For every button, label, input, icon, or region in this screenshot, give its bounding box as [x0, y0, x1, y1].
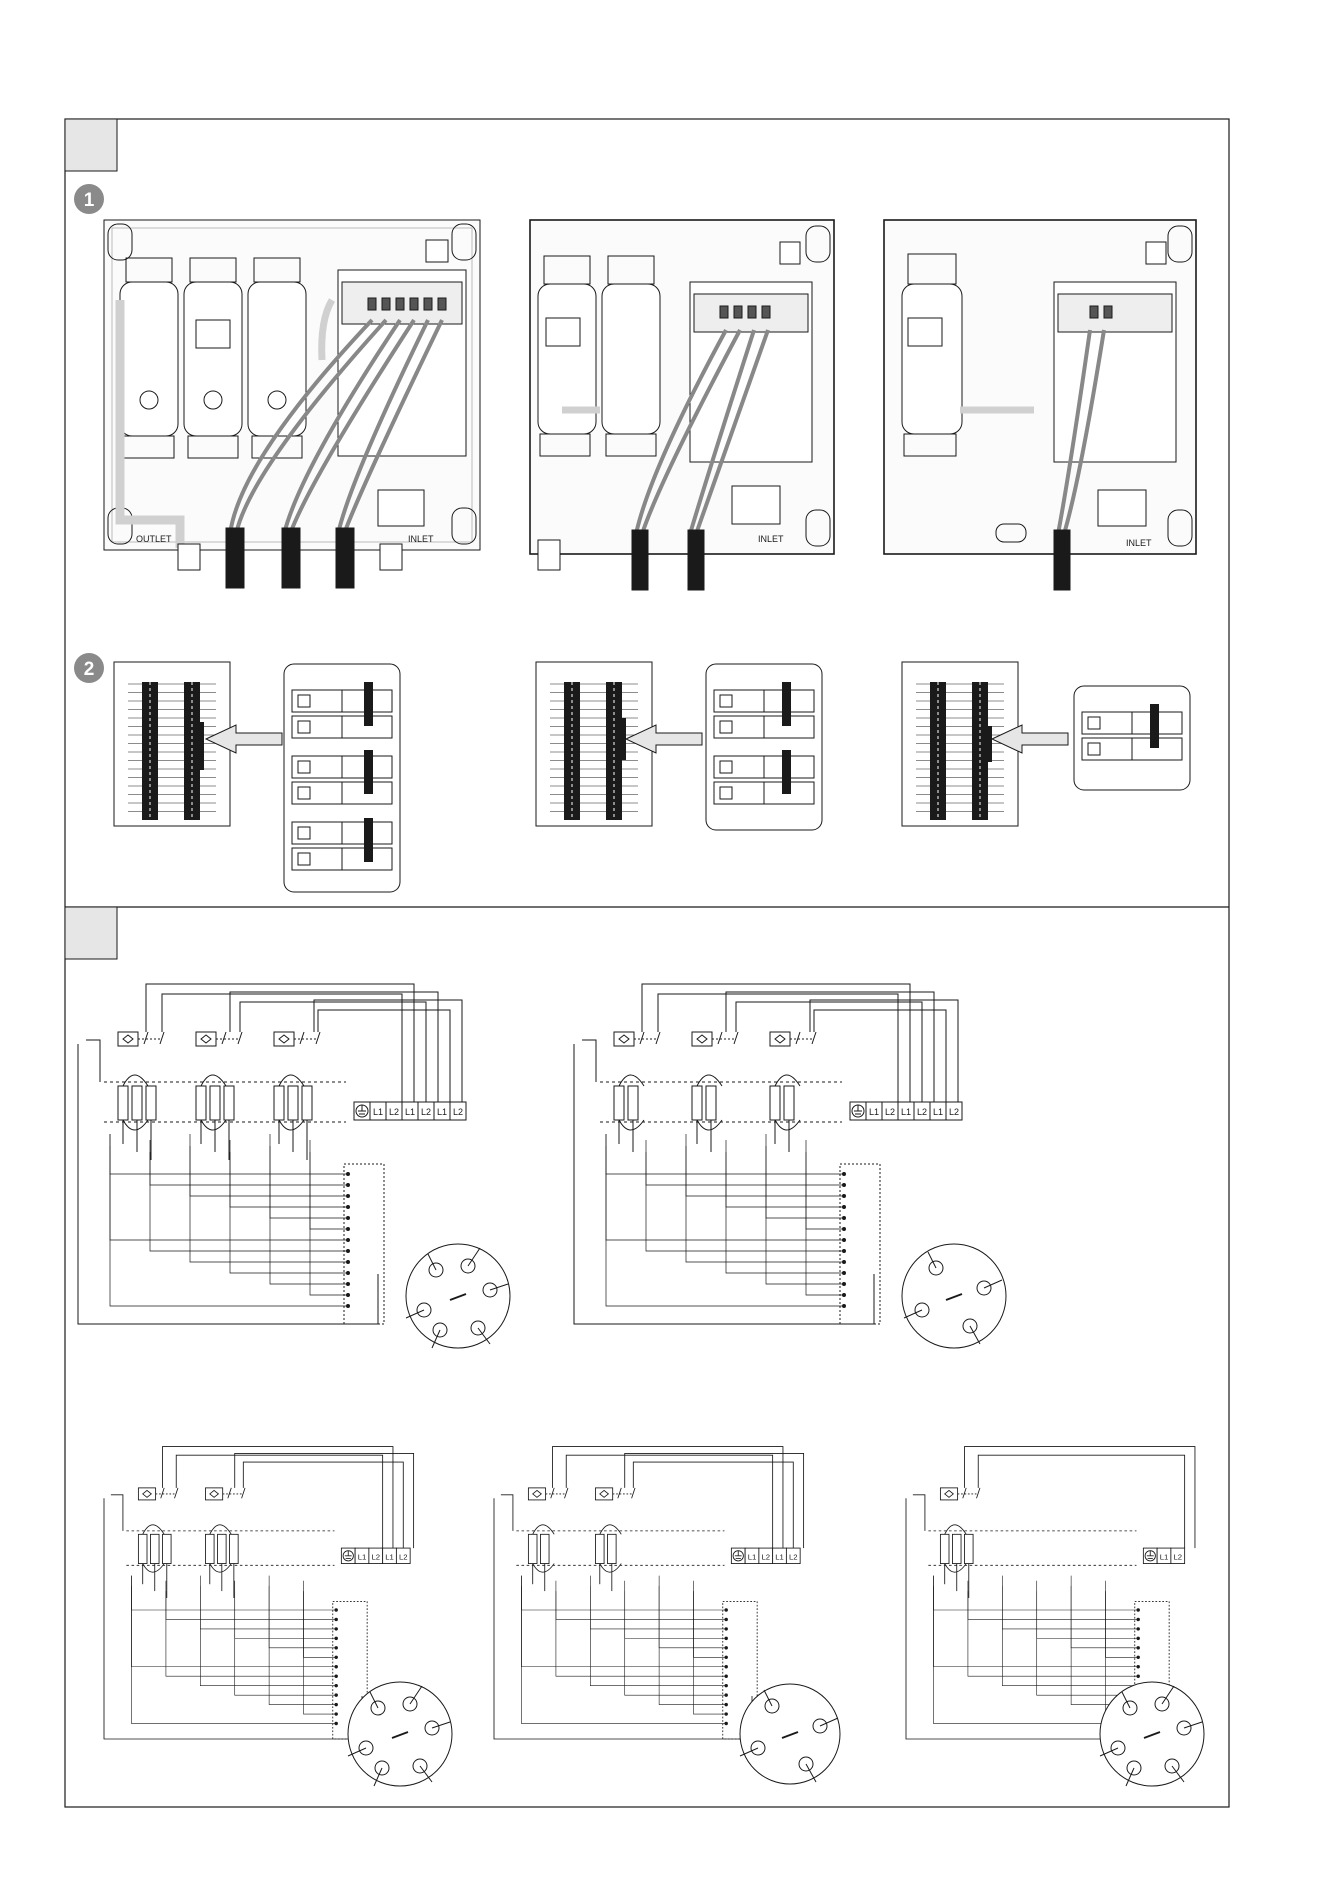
wire: [269, 1576, 336, 1648]
switch-contact: [734, 1032, 738, 1044]
plug-connector-6-pin: [406, 1244, 510, 1348]
wire: [150, 1152, 348, 1251]
plug-connector-4-pin: [740, 1684, 840, 1784]
wire: [86, 1040, 100, 1082]
wire: [270, 1146, 348, 1284]
heating-chamber: [902, 254, 962, 456]
terminal-label: L1: [900, 1107, 912, 1117]
thermostat-box: [692, 1032, 712, 1046]
terminal-label: L2: [371, 1552, 381, 1562]
switch-contact: [242, 1488, 245, 1498]
jumper-wire: [697, 1075, 722, 1086]
heating-chamber: [184, 258, 242, 458]
terminal-label: L1: [1159, 1552, 1169, 1562]
breaker-switch: [1088, 717, 1100, 729]
terminal-label: L2: [788, 1552, 798, 1562]
jumper-wire: [210, 1525, 232, 1534]
wire: [646, 1152, 844, 1251]
wire: [243, 1462, 403, 1548]
wire: [1002, 1576, 1138, 1686]
wiring-schematic: [78, 984, 466, 1324]
step-number-2: 2: [83, 659, 95, 680]
thermostat-icon: [770, 1032, 790, 1046]
terminal-block: [731, 1548, 800, 1563]
wire: [110, 1146, 348, 1240]
wire: [304, 1591, 337, 1714]
wire: [230, 992, 438, 1102]
wire: [1071, 1586, 1138, 1705]
wire: [934, 1586, 1139, 1667]
terminal-label: L2: [398, 1552, 408, 1562]
heating-element: [528, 1534, 537, 1563]
wire: [625, 1453, 804, 1548]
breaker-panel-box: [902, 662, 1018, 826]
circuit-breaker-icon: [714, 756, 814, 778]
wiring-schematic: [494, 1447, 804, 1739]
circuit-breaker-icon: [1082, 712, 1182, 734]
wire: [625, 1581, 726, 1695]
wire: [310, 1152, 348, 1295]
wire: [968, 1581, 1138, 1620]
wire: [556, 1581, 726, 1620]
step-badge-1: [74, 184, 104, 214]
inlet-label: INLET: [1126, 538, 1152, 548]
heating-element: [940, 1534, 949, 1563]
circuit-breaker-icon: [292, 848, 392, 870]
circuit-breaker-icon: [292, 690, 392, 712]
plug-connector-6-pin: [348, 1682, 452, 1786]
heating-element: [146, 1086, 156, 1120]
heating-element: [162, 1534, 171, 1563]
wire: [968, 1591, 1138, 1676]
heating-element: [628, 1086, 638, 1120]
switch-contact: [977, 1488, 980, 1498]
switch-contact: [632, 1488, 635, 1498]
wire: [659, 1576, 726, 1648]
breaker-switch: [298, 721, 310, 733]
circuit-breaker-icon: [714, 782, 814, 804]
wire: [686, 1146, 844, 1196]
wire: [934, 1576, 1139, 1610]
thermostat-box: [614, 1032, 634, 1046]
switch-contact: [640, 1032, 644, 1044]
inlet-label: INLET: [408, 534, 434, 544]
terminal-label: L2: [420, 1107, 432, 1117]
jumper-wire: [533, 1525, 555, 1534]
terminal-label: L1: [747, 1552, 757, 1562]
terminal-label: L1: [932, 1107, 944, 1117]
step-badge-2: [74, 653, 104, 683]
wire: [235, 1581, 336, 1695]
wire: [1002, 1586, 1138, 1629]
heating-element: [150, 1534, 159, 1563]
highlighted-breaker: [986, 726, 992, 762]
thermostat-box: [205, 1488, 222, 1500]
plug-connector-6-pin: [1100, 1682, 1204, 1786]
wire: [694, 1581, 727, 1658]
wire: [1037, 1591, 1138, 1638]
heating-element: [964, 1534, 973, 1563]
wire: [150, 1140, 348, 1185]
heating-element: [706, 1086, 716, 1120]
thermostat-box: [196, 1032, 216, 1046]
wire: [270, 1134, 348, 1218]
jumper-wire: [600, 1525, 622, 1534]
circuit-breaker-icon: [292, 822, 392, 844]
jumper-wire: [279, 1075, 304, 1086]
breaker-switch: [298, 761, 310, 773]
breaker-switch: [720, 695, 732, 707]
terminal-block: [850, 1102, 962, 1120]
wire: [726, 992, 934, 1102]
circuit-breaker-icon: [714, 716, 814, 738]
wire: [230, 1152, 348, 1207]
terminal-label: L2: [1173, 1552, 1183, 1562]
heating-element: [595, 1534, 604, 1563]
wire: [200, 1586, 336, 1629]
wire: [726, 1152, 844, 1207]
wire: [934, 1576, 1139, 1724]
heating-chamber: [602, 256, 660, 456]
switch-contact: [718, 1032, 722, 1044]
plug-connector-4-pin: [902, 1244, 1006, 1348]
wire: [766, 1134, 844, 1218]
thermostat-icon: [138, 1488, 155, 1500]
step-number-1: 1: [83, 190, 95, 211]
heating-element: [952, 1534, 961, 1563]
breaker-switch: [720, 761, 732, 773]
wire: [501, 1495, 513, 1531]
jumper-wire: [123, 1075, 148, 1086]
terminal-label: L2: [884, 1107, 896, 1117]
terminal-block: [1143, 1548, 1184, 1563]
breaker-detail-callout: [706, 664, 822, 830]
circuit-breaker-icon: [292, 716, 392, 738]
switch-contact: [238, 1032, 242, 1044]
wire: [694, 1591, 727, 1714]
heating-element: [302, 1086, 312, 1120]
terminal-label: L2: [948, 1107, 960, 1117]
jumper-wire: [201, 1075, 226, 1086]
thermostat-box: [118, 1032, 138, 1046]
wire: [240, 1002, 426, 1102]
jumper-wire: [619, 1075, 644, 1086]
wire: [200, 1576, 336, 1686]
wire: [556, 1591, 726, 1676]
thermostat-icon: [940, 1488, 957, 1500]
breaker-panel: [536, 662, 652, 826]
wire: [522, 1586, 727, 1667]
thermostat-icon: [196, 1032, 216, 1046]
bus-bar: [1150, 704, 1159, 748]
terminal-label: L1: [775, 1552, 784, 1562]
breaker-switch: [298, 787, 310, 799]
wire: [590, 1576, 726, 1686]
wire: [606, 1134, 844, 1174]
switch-contact: [161, 1488, 164, 1498]
wire: [806, 1140, 844, 1229]
terminal-label: L2: [761, 1552, 771, 1562]
wire: [166, 1591, 336, 1676]
terminal-label: L2: [452, 1107, 464, 1117]
circuit-breaker-icon: [714, 690, 814, 712]
thermostat-box: [138, 1488, 155, 1500]
breaker-panel: [114, 662, 230, 826]
breaker-panel-box: [536, 662, 652, 826]
thermostat-icon: [595, 1488, 612, 1500]
wire: [726, 1140, 844, 1273]
thermostat-icon: [614, 1032, 634, 1046]
wire: [582, 1040, 596, 1082]
wire: [806, 1152, 844, 1295]
heating-element: [288, 1086, 298, 1120]
heating-element: [210, 1086, 220, 1120]
wire: [522, 1576, 727, 1724]
wire: [1071, 1576, 1138, 1648]
wire: [304, 1581, 337, 1658]
switch-contact: [963, 1488, 966, 1498]
terminal-label: L2: [916, 1107, 928, 1117]
wiring-schematic: [574, 984, 962, 1324]
section-badge-a: [65, 119, 117, 171]
breaker-panel: [902, 662, 1018, 826]
wire: [1106, 1581, 1139, 1658]
thermostat-box: [528, 1488, 545, 1500]
terminal-label: L1: [436, 1107, 448, 1117]
switch-contact: [316, 1032, 320, 1044]
heating-element: [132, 1086, 142, 1120]
wire: [625, 1591, 726, 1638]
heating-element: [218, 1534, 227, 1563]
inlet-label: INLET: [758, 534, 784, 544]
terminal-label: L2: [388, 1107, 400, 1117]
breaker-switch: [720, 787, 732, 799]
wire: [318, 1010, 450, 1102]
wire: [190, 1146, 348, 1196]
thermostat-icon: [274, 1032, 294, 1046]
wire: [659, 1586, 726, 1705]
wire: [111, 1495, 123, 1531]
switch-contact: [222, 1032, 226, 1044]
section-badge-b: [65, 907, 117, 959]
wire: [736, 1002, 922, 1102]
terminal-label: L1: [868, 1107, 880, 1117]
switch-contact: [160, 1032, 164, 1044]
breaker-panel-box: [114, 662, 230, 826]
wire: [269, 1586, 336, 1705]
wire: [964, 1447, 1194, 1548]
heating-element: [274, 1086, 284, 1120]
heating-chamber: [538, 256, 596, 456]
heating-element: [118, 1086, 128, 1120]
bus-bar: [782, 750, 791, 794]
bus-bar: [364, 818, 373, 862]
breaker-switch: [298, 827, 310, 839]
heater-unit-2-chamber: [530, 220, 834, 590]
wire: [230, 1140, 348, 1273]
thermostat-icon: [528, 1488, 545, 1500]
breaker-switch: [720, 721, 732, 733]
heating-element: [692, 1086, 702, 1120]
switch-contact: [300, 1032, 304, 1044]
switch-contact: [144, 1032, 148, 1044]
heating-element: [770, 1086, 780, 1120]
switch-contact: [175, 1488, 178, 1498]
thermostat-box: [940, 1488, 957, 1500]
heating-element: [540, 1534, 549, 1563]
circuit-breaker-icon: [292, 756, 392, 778]
wire: [235, 1453, 414, 1548]
wire: [235, 1591, 336, 1638]
wire: [606, 1146, 844, 1240]
circuit-breaker-icon: [292, 782, 392, 804]
heating-element: [224, 1086, 234, 1120]
heating-element: [608, 1534, 617, 1563]
bus-bar: [782, 682, 791, 726]
breaker-switch: [298, 853, 310, 865]
terminal-label: L1: [357, 1552, 367, 1562]
jumper-wire: [143, 1525, 165, 1534]
breaker-detail-callout: [1074, 686, 1190, 790]
bus-bar: [364, 682, 373, 726]
switch-contact: [565, 1488, 568, 1498]
wire: [166, 1581, 336, 1620]
heating-element: [230, 1534, 239, 1563]
highlighted-breaker: [198, 722, 204, 770]
breaker-switch: [298, 695, 310, 707]
heater-unit-3-chamber: [104, 220, 480, 588]
wire: [814, 1010, 946, 1102]
switch-contact: [796, 1032, 800, 1044]
heating-chamber: [120, 258, 178, 458]
wire: [590, 1586, 726, 1629]
wire: [686, 1134, 844, 1262]
wire: [810, 1000, 958, 1102]
jumper-wire: [945, 1525, 967, 1534]
wire: [978, 1455, 1184, 1548]
switch-contact: [228, 1488, 231, 1498]
wire: [646, 1140, 844, 1185]
wire: [310, 1140, 348, 1229]
wire: [190, 1134, 348, 1262]
thermostat-box: [770, 1032, 790, 1046]
breaker-detail-callout: [284, 664, 400, 892]
wire: [314, 1000, 462, 1102]
heater-unit-1-chamber: [884, 220, 1196, 590]
thermostat-icon: [692, 1032, 712, 1046]
terminal-label: L1: [385, 1552, 394, 1562]
thermostat-box: [595, 1488, 612, 1500]
wire: [606, 1134, 844, 1306]
terminal-label: L1: [404, 1107, 416, 1117]
callout-box: [706, 664, 822, 830]
switch-contact: [618, 1488, 621, 1498]
switch-contact: [812, 1032, 816, 1044]
breaker-switch: [1088, 743, 1100, 755]
thermostat-box: [274, 1032, 294, 1046]
thermostat-icon: [118, 1032, 138, 1046]
wire: [913, 1495, 925, 1531]
wire: [633, 1462, 793, 1548]
terminal-block: [341, 1548, 410, 1563]
wire: [522, 1576, 727, 1610]
heating-element: [196, 1086, 206, 1120]
heating-element: [784, 1086, 794, 1120]
wire: [766, 1146, 844, 1284]
bus-bar: [364, 750, 373, 794]
wire: [132, 1586, 337, 1667]
heating-element: [205, 1534, 214, 1563]
outlet-label: OUTLET: [136, 534, 172, 544]
wire: [1037, 1581, 1138, 1695]
switch-contact: [551, 1488, 554, 1498]
jumper-wire: [775, 1075, 800, 1086]
heating-element: [138, 1534, 147, 1563]
terminal-label: L1: [372, 1107, 384, 1117]
circuit-breaker-icon: [1082, 738, 1182, 760]
terminal-block: [354, 1102, 466, 1120]
switch-contact: [656, 1032, 660, 1044]
thermostat-icon: [205, 1488, 222, 1500]
heating-element: [614, 1086, 624, 1120]
